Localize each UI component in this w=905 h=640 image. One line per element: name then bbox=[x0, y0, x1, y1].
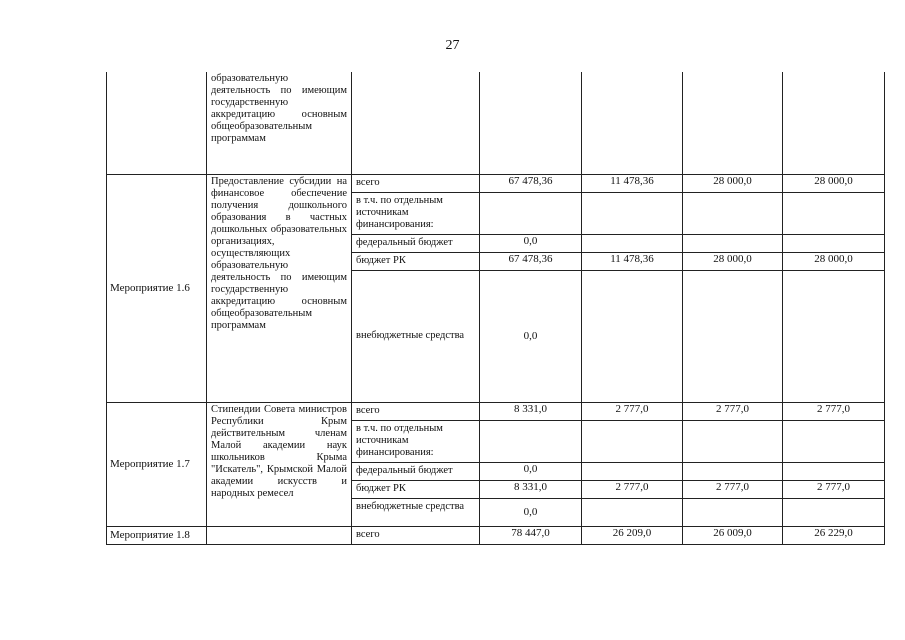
value-cell bbox=[683, 234, 783, 252]
value-cell: 2 777,0 bbox=[683, 402, 783, 420]
value-cell: 8 331,0 bbox=[480, 402, 582, 420]
value-cell: 8 331,0 bbox=[480, 480, 582, 498]
value-cell bbox=[582, 462, 683, 480]
value-cell bbox=[683, 420, 783, 462]
source-label: бюджет РК bbox=[352, 480, 480, 498]
value-cell bbox=[783, 234, 885, 252]
value-cell bbox=[683, 462, 783, 480]
value-cell bbox=[683, 270, 783, 402]
value-cell bbox=[480, 192, 582, 234]
value-cell: 67 478,36 bbox=[480, 252, 582, 270]
value-cell: 11 478,36 bbox=[582, 252, 683, 270]
value-cell: 67 478,36 bbox=[480, 174, 582, 192]
value-cell: 78 447,0 bbox=[480, 526, 582, 544]
value-cell bbox=[683, 192, 783, 234]
source-label: в т.ч. по отдельным источникам финансирования: bbox=[352, 420, 480, 462]
source-label: федеральный бюджет bbox=[352, 462, 480, 480]
value-cell: 2 777,0 bbox=[783, 402, 885, 420]
source-label: федеральный бюджет bbox=[352, 234, 480, 252]
value-cell: 2 777,0 bbox=[582, 402, 683, 420]
table-row bbox=[107, 174, 885, 192]
value-cell: 0,0 bbox=[480, 498, 582, 526]
value-cell bbox=[783, 462, 885, 480]
measure-description: Стипендии Совета министров Республики Крым действительным членам Малой академии наук школьников Крыма "Искатель", Крымской Малой академии искусств и народных ремесел bbox=[207, 402, 352, 526]
value-cell: 28 000,0 bbox=[783, 174, 885, 192]
value-cell bbox=[582, 234, 683, 252]
source-cell bbox=[352, 72, 480, 174]
source-label: в т.ч. по отдельным источникам финансирования: bbox=[352, 192, 480, 234]
value-cell: 26 229,0 bbox=[783, 526, 885, 544]
value-cell: 28 000,0 bbox=[683, 252, 783, 270]
table-row bbox=[107, 402, 885, 420]
value-cell bbox=[480, 72, 582, 174]
value-cell: 28 000,0 bbox=[783, 252, 885, 270]
source-label: всего bbox=[352, 174, 480, 192]
measure-description bbox=[207, 526, 352, 544]
source-label: всего bbox=[352, 402, 480, 420]
value-cell bbox=[582, 192, 683, 234]
value-cell bbox=[783, 192, 885, 234]
source-label: всего bbox=[352, 526, 480, 544]
value-cell bbox=[582, 498, 683, 526]
measure-description: Предоставление субсидии на финансовое обеспечение получения дошкольного образования в частных дошкольных образовательных организациях, осуществляющих образовательную деятельность по имеющим государственную аккредитацию основным общеобразовательным программам bbox=[207, 174, 352, 402]
value-cell: 2 777,0 bbox=[783, 480, 885, 498]
value-cell bbox=[582, 72, 683, 174]
measure-name: Мероприятие 1.8 bbox=[107, 526, 207, 544]
source-label: внебюджетные средства bbox=[352, 270, 480, 402]
page-number: 27 bbox=[445, 38, 460, 53]
value-cell: 2 777,0 bbox=[582, 480, 683, 498]
value-cell bbox=[783, 72, 885, 174]
value-cell bbox=[480, 420, 582, 462]
value-cell: 28 000,0 bbox=[683, 174, 783, 192]
value-cell bbox=[582, 270, 683, 402]
measure-cell bbox=[107, 72, 207, 174]
value-cell: 0,0 bbox=[480, 270, 582, 402]
value-cell: 2 777,0 bbox=[683, 480, 783, 498]
value-cell: 0,0 bbox=[480, 462, 582, 480]
value-cell bbox=[683, 72, 783, 174]
source-label: внебюджетные средства bbox=[352, 498, 480, 526]
measure-name: Мероприятие 1.6 bbox=[107, 174, 207, 402]
budget-table bbox=[106, 72, 885, 545]
value-cell bbox=[582, 420, 683, 462]
measure-description: образовательную деятельность по имеющим государственную аккредитацию основным общеобразовательным программам bbox=[207, 72, 352, 174]
value-cell: 26 009,0 bbox=[683, 526, 783, 544]
table-row bbox=[107, 526, 885, 544]
measure-name: Мероприятие 1.7 bbox=[107, 402, 207, 526]
value-cell bbox=[783, 270, 885, 402]
source-label: бюджет РК bbox=[352, 252, 480, 270]
value-cell bbox=[783, 498, 885, 526]
value-cell bbox=[683, 498, 783, 526]
value-cell: 26 209,0 bbox=[582, 526, 683, 544]
table-row-continuation bbox=[107, 72, 885, 174]
value-cell: 11 478,36 bbox=[582, 174, 683, 192]
value-cell: 0,0 bbox=[480, 234, 582, 252]
value-cell bbox=[783, 420, 885, 462]
